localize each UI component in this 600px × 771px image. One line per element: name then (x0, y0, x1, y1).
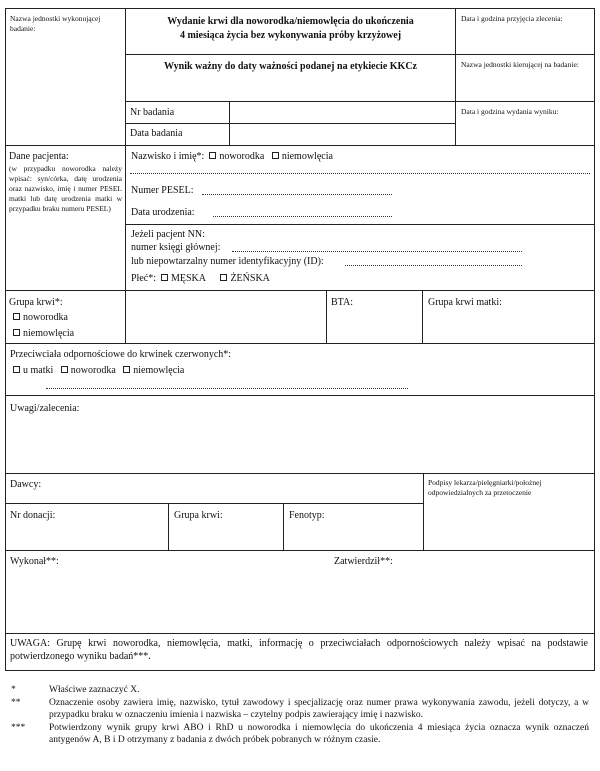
remarks-cell[interactable] (5, 395, 595, 474)
signoff-cell[interactable] (5, 550, 595, 634)
newborn-checkbox[interactable] (209, 152, 216, 159)
newborn-option-label: noworodka (219, 151, 265, 162)
blood-newborn-row (13, 311, 68, 324)
antibodies-options (13, 364, 184, 377)
donors-label: Dawcy: (10, 479, 42, 490)
patient-hint: (w przypadku noworodka należy wpisać: syn/córka, datę urodzenia oraz nazwisko, imię i numer PESEL matki lub datę urodzenia matki w przypadku braku numeru PESEL) (9, 164, 122, 213)
infant-option-label: niemowlęcia (281, 151, 333, 162)
ab-infant-checkbox[interactable] (123, 366, 130, 373)
antibodies-field[interactable] (46, 388, 408, 389)
validity-note: Wynik ważny do daty ważności podanej na etykiecie KKCz (164, 61, 417, 72)
female-option-label: ŻEŃSKA (230, 273, 270, 284)
test-date-field[interactable] (229, 123, 456, 146)
warning-text (10, 637, 588, 663)
test-no-label: Nr badania (130, 107, 175, 118)
approved-label: Zatwierdził**: (334, 556, 393, 567)
donation-group-label: Grupa krwi: (174, 510, 223, 521)
mother-group-label: Grupa krwi matki: (428, 297, 502, 308)
pesel-field[interactable] (202, 194, 392, 195)
name-label: Nazwisko i imię*: (131, 151, 205, 162)
issue-label: Data i godzina wydania wyniku: (461, 107, 559, 116)
nn-line2: numer księgi głównej: (131, 242, 221, 253)
birth-label: Data urodzenia: (131, 207, 195, 218)
id-field[interactable] (345, 265, 522, 266)
main-book-field[interactable] (232, 251, 522, 252)
pesel-label: Numer PESEL: (131, 185, 194, 196)
performed-label: Wykonał**: (10, 556, 59, 567)
blood-infant-checkbox[interactable] (13, 329, 20, 336)
birth-field[interactable] (213, 216, 392, 217)
warning-body: Grupę krwi noworodka, niemowlęcia, matki, informację o przeciwciałach odpornościowych należy wpisać na podstawie potwierdzonego wyniku badań***. (10, 638, 588, 662)
sex-row (131, 272, 270, 285)
donation-no-label: Nr donacji: (10, 510, 56, 521)
footnote-1-mark: * (11, 685, 16, 695)
blood-newborn-checkbox[interactable] (13, 313, 20, 320)
patient-name-row (131, 150, 333, 163)
name-field[interactable] (130, 173, 590, 174)
male-option-label: MĘSKA (171, 273, 206, 284)
ab-infant-label: niemowlęcia (133, 365, 185, 376)
footnote-2-text: Oznaczenie osoby zawiera imię, nazwisko, tytuł zawodowy i specjalizację oraz numer prawa wykonywania zawodu, jeżeli dotyczy, a w przypadku braku w oznaczeniu imienia i nazwiska – czytelny podpis zawierający imię i nazwisko. (49, 698, 589, 720)
male-checkbox[interactable] (161, 274, 168, 281)
blood-newborn-label: noworodka (23, 312, 68, 323)
ab-newborn-checkbox[interactable] (61, 366, 68, 373)
footnote-3-mark: *** (11, 723, 26, 733)
infant-checkbox[interactable] (272, 152, 279, 159)
footnote-2-mark: ** (11, 698, 21, 708)
test-date-label: Data badania (130, 128, 183, 139)
warning-lead: UWAGA: (10, 638, 50, 649)
form-title-line2: 4 miesiąca życia bez wykonywania próby krzyżowej (179, 30, 402, 41)
signatures-label: Podpisy lekarza/pielęgniarki/położnej odpowiedzialnych za przetoczenie (428, 478, 542, 497)
phenotype-label: Fenotyp: (289, 510, 325, 521)
blood-infant-row (13, 327, 74, 340)
female-checkbox[interactable] (220, 274, 227, 281)
unit-label: Nazwa jednostki wykonującej badanie: (10, 14, 101, 33)
donors-cell (5, 473, 424, 504)
nn-line1: Jeżeli pacjent NN: (131, 229, 205, 240)
blood-group-label: Grupa krwi*: (9, 297, 63, 308)
test-no-field[interactable] (229, 101, 456, 124)
receipt-label: Data i godzina przyjęcia zlecenia: (461, 14, 563, 23)
remarks-label: Uwagi/zalecenia: (10, 403, 80, 414)
sex-label: Płeć*: (131, 273, 156, 284)
antibodies-label: Przeciwciała odpornościowe do krwinek czerwonych*: (10, 349, 232, 360)
ab-mother-checkbox[interactable] (13, 366, 20, 373)
referring-unit-label: Nazwa jednostki kierującej na badanie: (461, 60, 579, 69)
blood-infant-label: niemowlęcia (23, 328, 75, 339)
footnote-3-text: Potwierdzony wynik grupy krwi ABO i RhD u noworodka i niemowlęcia do ukończenia 4 miesiąca życia oznacza wynik oznaczeń antygenów A, B i D otrzymany z badania z dwóch próbek pobranych w różnym czasie. (49, 723, 589, 745)
blood-group-value-cell[interactable] (125, 290, 327, 344)
footnote-1-text: Właściwe zaznaczyć X. (49, 685, 140, 695)
ab-mother-label: u matki (23, 365, 54, 376)
bta-label: BTA: (331, 297, 353, 308)
patient-section-label: Dane pacjenta: (9, 151, 69, 162)
ab-newborn-label: noworodka (70, 365, 116, 376)
form-title-line1: Wydanie krwi dla noworodka/niemowlęcia do ukończenia (167, 16, 414, 27)
nn-line3: lub niepowtarzalny numer identyfikacyjny (ID): (131, 256, 324, 267)
